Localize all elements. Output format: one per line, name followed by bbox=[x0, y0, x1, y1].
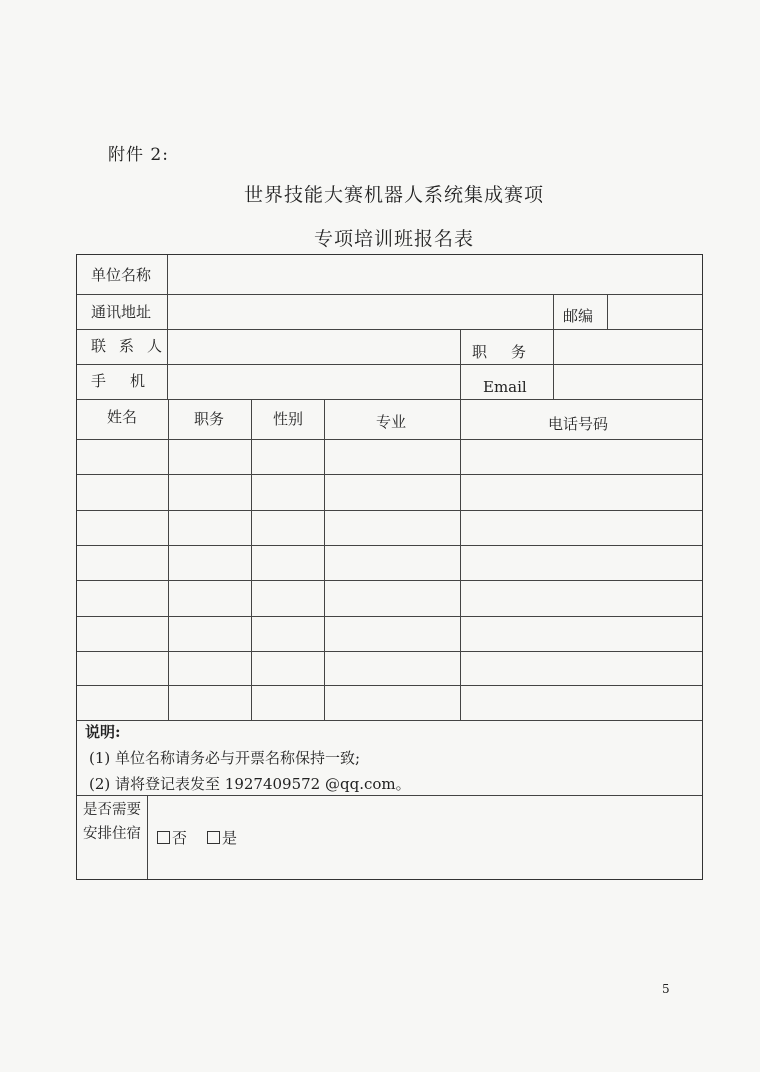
col-position: 职务 bbox=[194, 410, 225, 428]
checkbox-icon bbox=[207, 831, 220, 844]
position-label: 职务 bbox=[472, 343, 551, 361]
address-label: 通讯地址 bbox=[91, 303, 152, 321]
email-label: Email bbox=[483, 378, 527, 396]
option-no[interactable]: 否 bbox=[157, 827, 187, 848]
note-2: (2) 请将登记表发至 1927409572 @qq.com。 bbox=[89, 775, 411, 793]
col-gender: 性别 bbox=[273, 410, 304, 428]
attachment-label: 附件 2: bbox=[108, 145, 169, 165]
col-major: 专业 bbox=[376, 413, 407, 431]
phone-label: 手机 bbox=[91, 372, 170, 390]
registration-form-table bbox=[76, 254, 703, 880]
col-name: 姓名 bbox=[107, 408, 138, 426]
lodging-options bbox=[157, 827, 237, 848]
page-number: 5 bbox=[662, 982, 670, 996]
form-subtitle: 专项培训班报名表 bbox=[313, 228, 474, 250]
lodging-label: 是否需要安排住宿 bbox=[83, 802, 141, 842]
option-yes[interactable]: 是 bbox=[207, 827, 237, 848]
notes-title: 说明: bbox=[85, 723, 121, 741]
postcode-label: 邮编 bbox=[563, 307, 594, 325]
form-title: 世界技能大赛机器人系统集成赛项 bbox=[243, 184, 544, 206]
checkbox-icon bbox=[157, 831, 170, 844]
note-1: (1) 单位名称请务必与开票名称保持一致; bbox=[89, 749, 361, 767]
org-name-label: 单位名称 bbox=[91, 266, 152, 284]
contact-label: 联系人 bbox=[91, 337, 176, 355]
col-phone-number: 电话号码 bbox=[548, 415, 609, 433]
